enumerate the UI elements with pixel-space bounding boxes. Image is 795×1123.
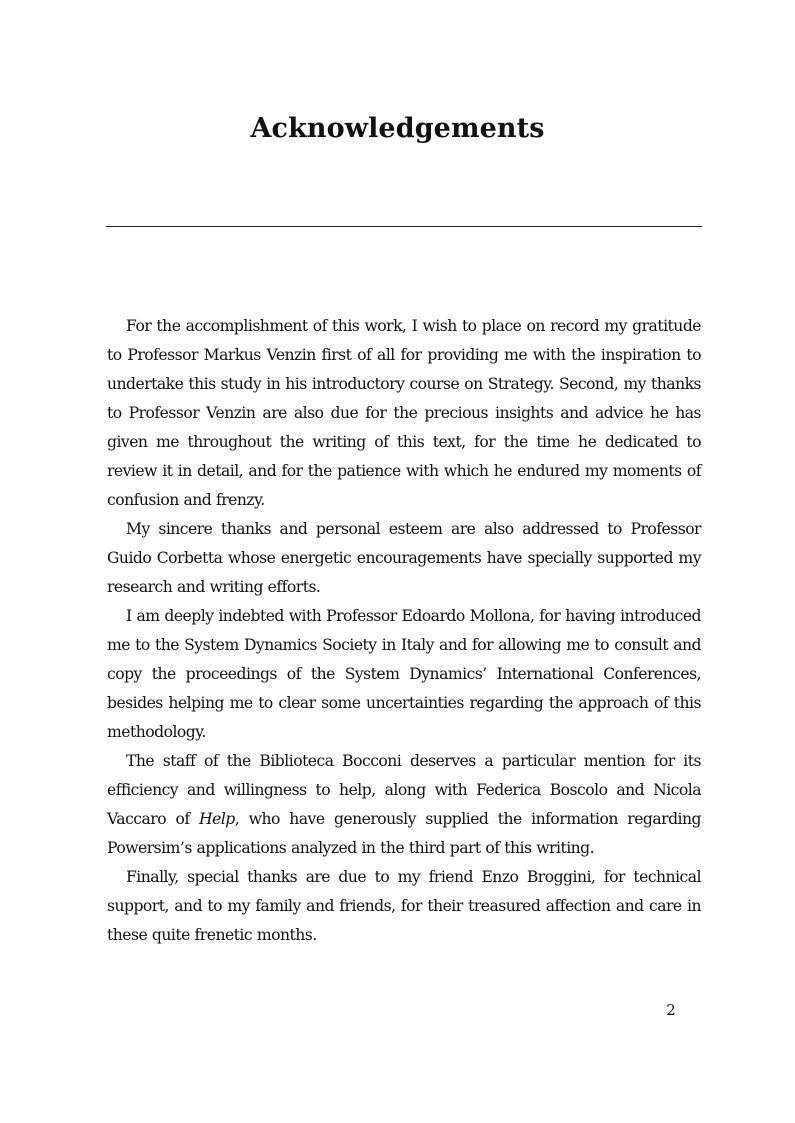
paragraph-gratitude-venzin: For the accomplishment of this work, I wish to place on record my gratitude to Professor Markus Venzin first of all for providing me with the inspiration to undertake this study in his introductory course on Strategy. Second, my thanks to Professor Venzin are also due for the precious insights and advice he has given me throughout the writing of this text, for the time he dedicated to review it in detail, and for the patience with which he endured my moments of confusion and frenzy. (107, 317, 701, 509)
paragraph-library-text-before: The staff of the Biblioteca Bocconi deserves a particular mention for its efficiency and willingness to help, along with Federica Boscolo and Nicola Vaccaro of (107, 752, 701, 828)
paragraph-thanks-library (107, 747, 701, 863)
title-divider (106, 226, 702, 227)
paragraph-thanks-family: Finally, special thanks are due to my friend Enzo Broggini, for technical support, and to my family and friends, for their treasured affection and care in these quite frenetic months. (107, 868, 701, 944)
emphasis-help: Help (199, 810, 235, 828)
paragraph-thanks-corbetta: My sincere thanks and personal esteem are also addressed to Professor Guido Corbetta whose energetic encouragements have specially supported my research and writing efforts. (107, 520, 701, 596)
paragraph-library-text-after: , who have generously supplied the information regarding Powersim’s applications analyzed in the third part of this writing. (107, 810, 702, 857)
page-number: 2 (666, 1001, 676, 1019)
acknowledgements-body (107, 312, 701, 950)
paragraph-thanks-mollona: I am deeply indebted with Professor Edoardo Mollona, for having introduced me to the System Dynamics Society in Italy and for allowing me to consult and copy the proceedings of the System Dynamics’ International Conferences, besides helping me to clear some uncertainties regarding the approach of this methodology. (107, 607, 701, 741)
page-title: Acknowledgements (250, 113, 545, 144)
